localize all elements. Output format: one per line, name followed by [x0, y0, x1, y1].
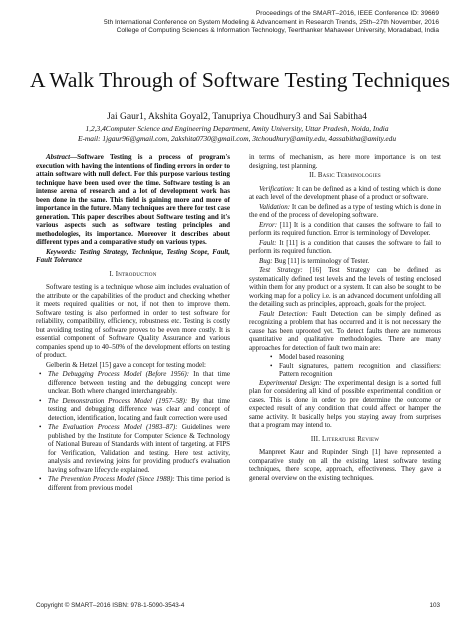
definition-verification: Verification: It can be defined as a kind of testing which is done at each level of the development phase of a product or software.	[249, 184, 441, 201]
header-line-3: College of Computing Sciences & Information Technology, Teerthanker Mahaveer University, Moradabad, India	[116, 27, 439, 35]
email-list: E-mail: 1jgaur96@gmail.com, 2akshita0730@gmail.com, 3tchoudhury@amity.edu, 4assabitha@amity.edu	[77, 134, 397, 143]
right-column	[249, 153, 441, 483]
header-line-2: 5th International Conference on System Modeling & Advancement in Research Trends, 25th–27th November, 2016	[103, 18, 439, 26]
footer-copyright: Copyright © SMART–2016 ISBN: 978-1-5090-3543-4	[36, 602, 185, 609]
page-number: 103	[429, 602, 440, 609]
continued-paragraph: in terms of mechanism, as here more importance is on test designing, test planning.	[249, 153, 441, 170]
affiliation: 1,2,3,4Computer Science and Engineering Department, Amity University, Uttar Pradesh, Noida, India	[85, 124, 389, 133]
section-heading-literature-review: III. Literature Review	[310, 435, 380, 443]
abstract-text: Software Testing is a process of program's execution with having the intentions of finding errors in order to attain software with null defect. For this purpose various testing technique have been used over the time. Software testing is an intense arena of research and a lot of development work has been done in the same. This field is gaining more and more of importance in the future. Many techniques are there for test case generation. This paper describes about Software testing and it's various aspects such as software testing principles and methodologies, its importance. Moreover it describes about different types and a comparative study on various types.	[36, 153, 230, 246]
list-item: • The Prevention Process Model (Since 1988): This time period is different from previous model	[48, 475, 230, 492]
abstract-lead: Abstract—	[46, 153, 78, 161]
testing-model-list	[36, 370, 230, 492]
conference-header	[35, 10, 439, 36]
definition-test-strategy: Test Strategy: [16] Test Strategy can be defined as systematically defined test levels and the levels of testing enclosed within them for any product or a system. It can also be sought to be working map for a policy i.e. is an advanced document unfolding all the detailing such as principles, approach, goals for the project.	[249, 266, 441, 308]
left-column	[36, 153, 230, 493]
intro-paragraph-1: Software testing is a technique whose aim includes evaluation of the attribute or the capabilities of the product and checking whether it meets required qualities or not, if not then to improve them. Software testing is also performed in order to test software for reliability, compatibility, efficiency, robustness etc. Testing is costly but avoiding testing of software proves to be even more costly. It is essential component of Software Quality Assurance and various companies spend up to 40–50% of the development efforts on testing of product.	[36, 283, 230, 359]
author-list: Jai Gaur1, Akshita Goyal2, Tanupriya Choudhury3 and Sai Sabitha4	[107, 112, 367, 122]
definition-bug: Bug: Bug [11] is terminology of Tester.	[259, 256, 370, 265]
abstract	[36, 153, 230, 247]
definition-fault-detection: Fault Detection: Fault Detection can be simply defined as recognizing a problem that has occurred and it is not necessary the cause has been uprooted yet. To detect faults there are numerous quantitative and qualitative methodologies. There are many approaches for detection of fault two main are:	[249, 309, 441, 352]
list-item: • The Demonstration Process Model (1957–58): By that time testing and debugging difference was clear and concept of detection, identification, locating and fault correction were used	[48, 397, 230, 423]
list-item: • Fault signatures, pattern recognition and classifiers: Pattern recognition	[279, 362, 441, 379]
definition-experimental-design: Experimental Design: The experimental design is a sorted full plan for considering all kind of possible experimental condition or cases. This is done in order to pre determine the outcome or expected result of any condition that could affect or hamper the same activity. It basically helps you staying away from surprises that a program may intend to.	[249, 378, 442, 429]
keywords-text: Testing Strategy, Technique, Testing Scope, Fault, Fault Tolerance	[36, 247, 230, 264]
list-item: • The Debugging Process Model (Before 1956): In that time difference between testing and the debugging concept were unclear. Both where changed interchangeably.	[48, 370, 230, 396]
definition-fault: Fault: It [11] is a condition that causes the software to fail to perform its required function.	[249, 238, 442, 255]
section-heading-introduction: I. Introduction	[109, 270, 157, 278]
keywords-lead: Keywords:	[46, 247, 77, 256]
keywords	[36, 248, 230, 265]
header-line-1: Proceedings of the SMART–2016, IEEE Conference ID: 39669	[255, 10, 439, 17]
review-paragraph: Manpreet Kaur and Rupinder Singh [1] have represented a comparative study on all the existing latest software testing techniques, there scope, approach, effectiveness. They gave a general overview on the existing techniques.	[249, 448, 441, 482]
intro-paragraph-2: Gelberin & Hetzel [15] gave a concept for testing model:	[46, 360, 206, 369]
list-item: • Model based reasoning	[279, 353, 441, 362]
section-heading-terminologies: II. Basic Terminologies	[309, 172, 381, 179]
definition-validation: Validation: It can be defined as a type of testing which is done in the end of the process of developing software.	[249, 202, 442, 219]
paper-title: A Walk Through of Software Testing Techniques	[30, 68, 451, 92]
definition-error: Error: [11] It is a condition that causes the software to fail to perform its required function. Error is terminology of Developer.	[249, 220, 441, 237]
list-item: • The Evaluation Process Model (1983–87): Guidelines were published by the Institute for Computer Science & Technology of National Bureau of Standards with intent of targeting. at FIPS for Verification, Validation and testing. Here test activity, analysis and reviewing joins for providing product's evaluation having software lifecycle explained.	[48, 423, 230, 474]
fault-approach-list	[249, 353, 441, 379]
